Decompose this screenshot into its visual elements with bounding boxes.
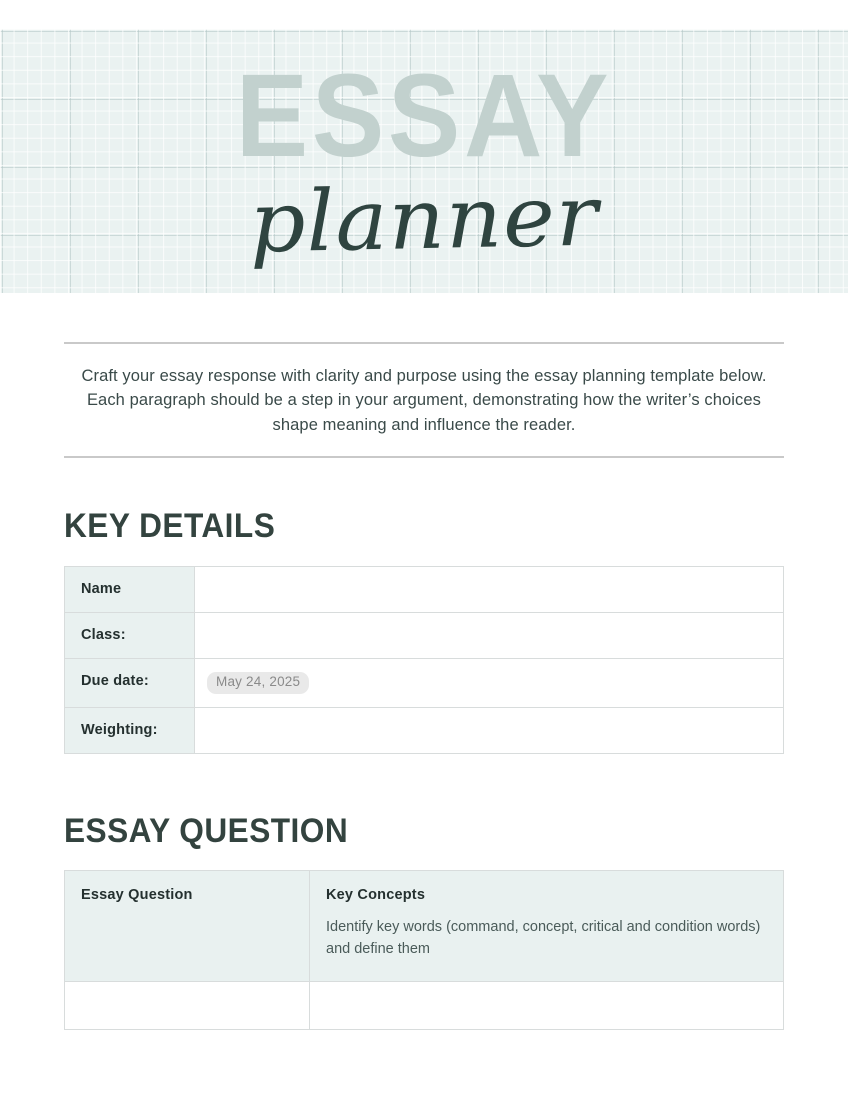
table-row	[65, 981, 784, 1029]
essay-question-table	[64, 870, 784, 1030]
table-header-row	[65, 871, 784, 982]
key-details-label-name: Name	[65, 567, 195, 613]
header-banner-inner	[0, 29, 848, 293]
key-details-label-class: Class:	[65, 613, 195, 659]
section-heading-key-details: KEY DETAILS	[64, 507, 276, 546]
key-concepts-column-header	[310, 871, 784, 982]
header-banner	[0, 29, 848, 293]
essay-question-column-header	[65, 871, 310, 982]
key-concepts-answer-cell[interactable]	[310, 981, 784, 1029]
key-details-value-class[interactable]	[195, 613, 784, 659]
table-row	[65, 659, 784, 708]
key-details-table	[64, 566, 784, 754]
page-title-essay: ESSAY	[235, 50, 613, 182]
intro-paragraph: Craft your essay response with clarity and purpose using the essay planning template below. Each paragraph should be a step in your argument, demonstrating how the writer’s choices shape meaning and influence the reader.	[81, 367, 767, 434]
key-details-value-weighting[interactable]	[195, 708, 784, 754]
table-row	[65, 613, 784, 659]
essay-question-column-title: Essay Question	[81, 887, 193, 904]
page-title-planner-script: planner	[248, 166, 600, 272]
key-concepts-column-title: Key Concepts	[326, 887, 426, 904]
essay-question-answer-cell[interactable]	[65, 981, 310, 1029]
key-details-value-name[interactable]	[195, 567, 784, 613]
table-row	[65, 567, 784, 613]
due-date-chip[interactable]: May 24, 2025	[207, 672, 309, 694]
divider-bottom	[64, 456, 784, 458]
key-concepts-column-description: Identify key words (command, concept, critical and condition words) and define them	[326, 919, 761, 957]
key-details-value-due-date[interactable]	[195, 659, 784, 708]
section-heading-essay-question: ESSAY QUESTION	[64, 812, 349, 851]
page-content	[0, 293, 848, 1030]
key-details-label-weighting: Weighting:	[65, 708, 195, 754]
key-details-label-due-date: Due date:	[65, 659, 195, 708]
table-row	[65, 708, 784, 754]
